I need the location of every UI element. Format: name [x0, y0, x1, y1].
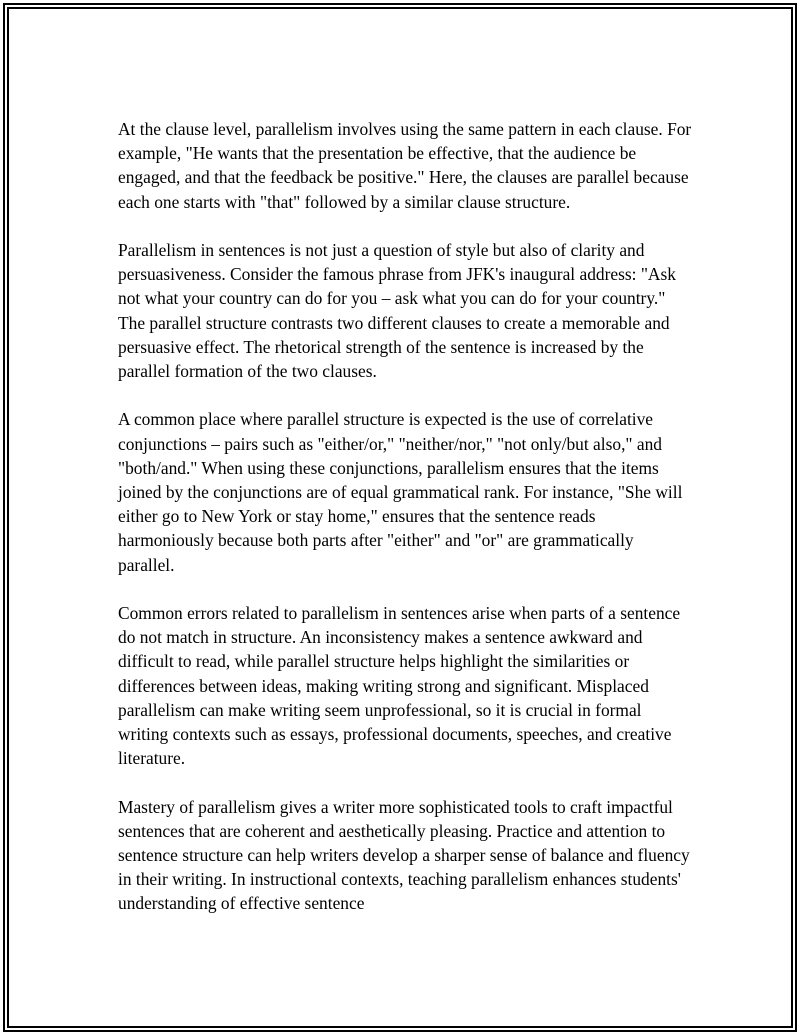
paragraph-clause-level: At the clause level, parallelism involves using the same pattern in each clause. For example, "He wants that the presentation be effective, that the audience be engaged, and that the feedback be positive." Here, the clauses are parallel because each one starts with "that" followed by a similar clause structure. — [118, 119, 692, 212]
paragraph-mastery: Mastery of parallelism gives a writer more sophisticated tools to craft impactful sentences that are coherent and aesthetically pleasing. Practice and attention to sentence structure can help writers develop a sharper sense of balance and fluency in their writing. In instructional contexts, teaching parallelism enhances students' understanding of effective sentence — [118, 796, 690, 914]
paragraph-common-errors: Common errors related to parallelism in sentences arise when parts of a sentence do not match in structure. An inconsistency makes a sentence awkward and difficult to read, while parallel structure helps highlight the similarities or differences between ideas, making writing strong and significant. Misplaced parallelism can make writing seem unprofessional, so it is crucial in formal writing contexts such as essays, professional documents, speeches, and creative literature. — [118, 603, 681, 769]
document-body — [118, 117, 693, 940]
paragraph-correlative-conjunctions: A common place where parallel structure is expected is the use of correlative conjunctions – pairs such as "either/or," "neither/nor," "not only/but also," and "both/and." When using these conjunctions, parallelism ensures that the items joined by the conjunctions are of equal grammatical rank. For instance, "She will either go to New York or stay home," ensures that the sentence reads harmoniously because both parts after "either" and "or" are grammatically parallel. — [118, 409, 683, 575]
paragraph-style-clarity: Parallelism in sentences is not just a question of style but also of clarity and persuasiveness. Consider the famous phrase from JFK's inaugural address: "Ask not what your country can do for you – ask what you can do for your country." The parallel structure contrasts two different clauses to create a memorable and persuasive effect. The rhetorical strength of the sentence is increased by the parallel formation of the two clauses. — [118, 240, 676, 382]
